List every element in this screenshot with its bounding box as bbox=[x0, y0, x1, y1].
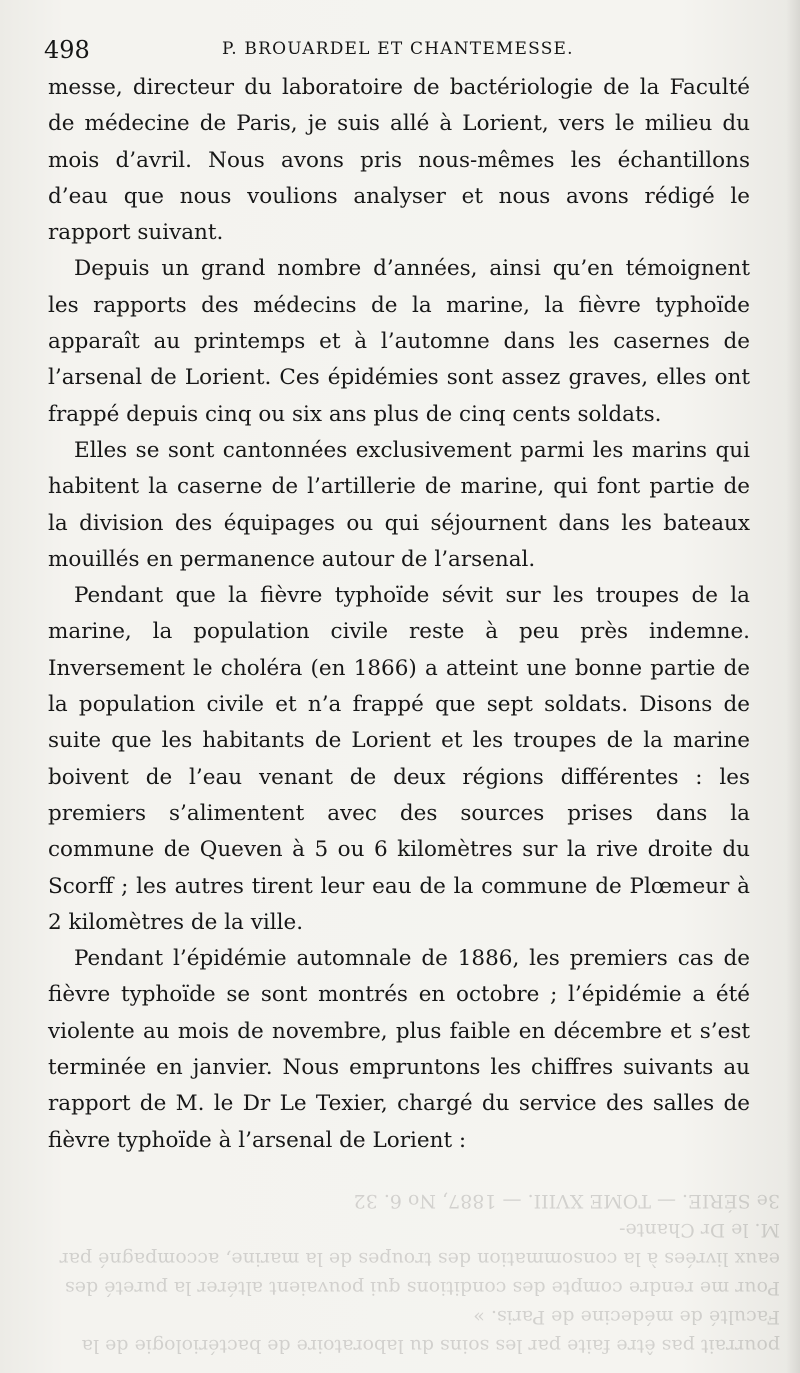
paragraph-1: messe, directeur du laboratoire de bactériologie de la Faculté de médecine de Paris, je suis allé à Lorient, vers le milieu du mois d’avril. Nous avons pris nous-mêmes les échantillons d’eau que nous voulions analyser et nous avons rédigé le rapport suivant. bbox=[48, 75, 750, 246]
page-number: 498 bbox=[44, 36, 90, 64]
paragraph-3: Elles se sont cantonnées exclusivement parmi les marins qui habitent la caserne de l’artillerie de marine, qui font partie de la division des équipages ou qui séjournent dans les bateaux mouillés en permanence autour de l’arsenal. bbox=[48, 437, 750, 572]
show-through-text bbox=[40, 1145, 780, 1360]
page-header bbox=[44, 36, 744, 68]
show-through-line-1: pourrait pas être faite par les soins du laboratoire de bactériologie de la Faculté de médecine de Paris. » bbox=[81, 1306, 780, 1357]
paragraph-2: Depuis un grand nombre d’années, ainsi qu’en témoignent les rapports des médecins de la marine, la fièvre typhoïde apparaît au printemps et à l’automne dans les casernes de l’arsenal de Lorient. Ces épidémies sont assez graves, elles ont frappé depuis cinq ou six ans plus de cinq cents soldats. bbox=[48, 256, 750, 427]
show-through-line-2: Pour me rendre compte des conditions qui pouvaient altérer la pureté des eaux livrées à la consommation des troupes de la marine, accompagné par M. le Dr Chante- bbox=[59, 1219, 780, 1299]
paragraph-4: Pendant que la fièvre typhoïde sévit sur les troupes de la marine, la population civile reste à peu près indemne. Inversement le choléra (en 1866) a atteint une bonne partie de la population civile et n’a frappé que sept soldats. Disons de suite que les habitants de Lorient et les troupes de la marine boivent de l’eau venant de deux régions différentes : les premiers s’alimentent avec des sources prises dans la commune de Queven à 5 ou 6 kilomètres sur la rive droite du Scorff ; les autres tirent leur eau de la commune de Plœmeur à 2 kilomètres de la ville. bbox=[48, 583, 750, 935]
body-text bbox=[48, 70, 750, 1159]
page-edge-shadow bbox=[786, 0, 800, 1373]
show-through-line-3: 3e SÉRIE. — TOME XVIII. — 1887, No 6. 32 bbox=[353, 1190, 780, 1212]
running-head: P. BROUARDEL ET CHANTEMESSE. bbox=[222, 39, 574, 59]
paragraph-5: Pendant l’épidémie automnale de 1886, les premiers cas de fièvre typhoïde se sont montrés en octobre ; l’épidémie a été violente au mois de novembre, plus faible en décembre et s’est terminée en janvier. Nous empruntons les chiffres suivants au rapport de M. le Dr Le Texier, chargé du service des salles de fièvre typhoïde à l’arsenal de Lorient : bbox=[48, 946, 750, 1153]
